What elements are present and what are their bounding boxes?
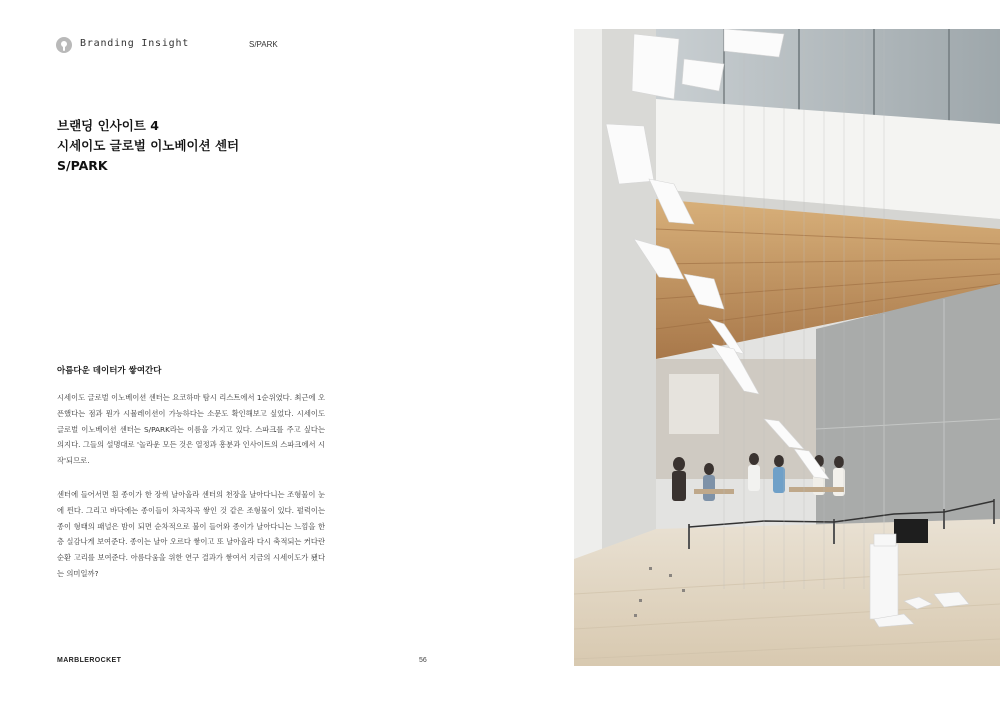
article-paragraph-1: 시세이도 글로벌 이노베이션 센터는 요코하마 탐시 리스트에서 1순위였다. 최근에 오픈했다는 점과 뭔가 시뮬레이션이 가능하다는 소문도 확인해보고 싶었다. 시세이도 글로벌 이노베이션 센터는 S/PARK라는 이름을 가지고 있다. 스파크를 주고 싶다는 의지다. 그들의 설명대로 '놀라운 모든 것은 열정과 흥분과 인사이트의 스파크에서 시작'되므로. xyxy=(57,393,325,466)
title-block xyxy=(57,116,239,176)
article-subheading: 아름다운 데이터가 쌓여간다 xyxy=(57,366,162,376)
lobby-photo xyxy=(574,29,1000,666)
title-line-3: S/PARK xyxy=(57,158,108,173)
article-paragraph-2: 센터에 들어서면 흰 종이가 한 장씩 날아올라 센터의 천장을 날아다니는 조형물이 눈에 띈다. 그리고 바닥에는 종이들이 차곡차곡 쌓인 것 같은 조형물이 있다. 펄럭이는 종이 형태의 패널은 밤이 되면 순차적으로 불이 들어와 종이가 날아다니는 느낌을 한층 실감나게 보여준다. 종이는 날아 오르다 쌓이고 또 날아올라 다시 축적되는 커다란 순환 고리를 보여준다. 아름다움을 위한 연구 결과가 쌓여서 지금의 시세이도가 됐다는 의미일까? xyxy=(57,490,325,578)
page-number: 56 xyxy=(419,657,427,664)
header-logo-icon xyxy=(56,37,72,53)
title-line-2: 시세이도 글로벌 이노베이션 센터 xyxy=(57,138,240,153)
lobby-photo-illustration xyxy=(574,29,1000,666)
header-section-label: Branding Insight xyxy=(80,38,190,49)
title-line-1: 브랜딩 인사이트 4 xyxy=(57,118,159,133)
footer-publisher: MARBLEROCKET xyxy=(57,657,122,664)
header-brand-label: S/PARK xyxy=(249,40,278,49)
